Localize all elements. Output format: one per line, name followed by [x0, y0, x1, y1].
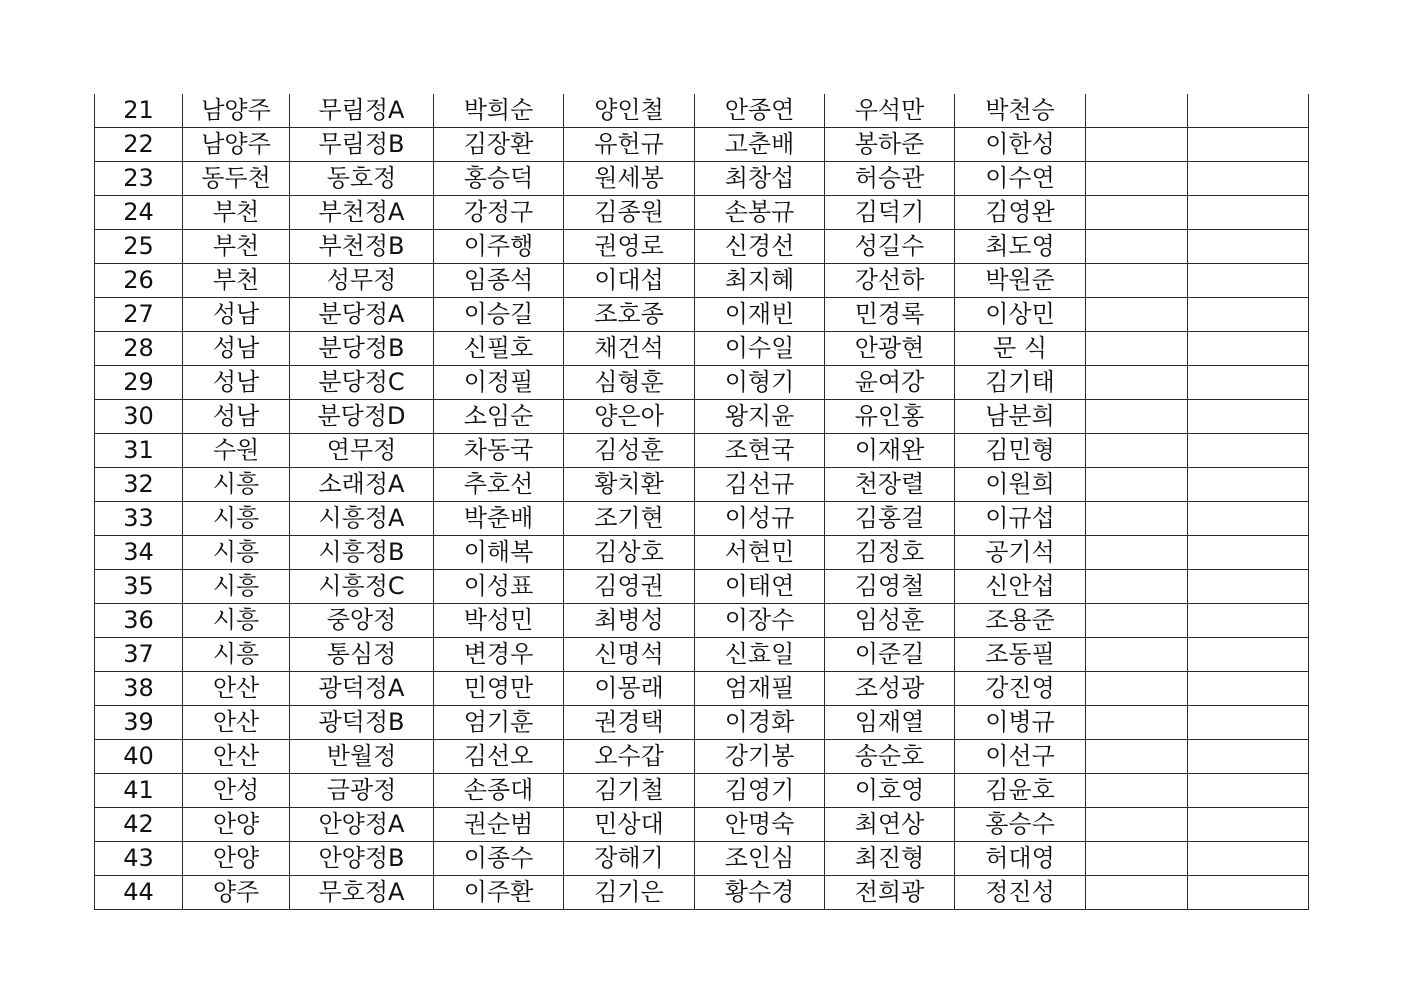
member-cell: 신효일 [695, 638, 825, 672]
region-cell: 양주 [183, 876, 290, 910]
blank-cell [1188, 876, 1309, 910]
member-cell: 강선하 [825, 264, 955, 298]
blank-cell [1086, 740, 1188, 774]
blank-cell [1086, 128, 1188, 162]
member-cell: 유인홍 [825, 400, 955, 434]
row-number-cell: 43 [95, 842, 183, 876]
member-cell: 김선규 [695, 468, 825, 502]
club-cell: 동호정 [290, 162, 434, 196]
member-cell: 조기현 [564, 502, 695, 536]
member-cell: 허대영 [955, 842, 1086, 876]
member-cell: 윤여강 [825, 366, 955, 400]
member-cell: 심형훈 [564, 366, 695, 400]
blank-cell [1086, 570, 1188, 604]
member-cell: 김선오 [434, 740, 564, 774]
member-cell: 이재빈 [695, 298, 825, 332]
club-cell: 무림정B [290, 128, 434, 162]
member-cell: 이해복 [434, 536, 564, 570]
blank-cell [1188, 298, 1309, 332]
blank-cell [1188, 332, 1309, 366]
blank-cell [1188, 196, 1309, 230]
member-cell: 권영로 [564, 230, 695, 264]
member-cell: 이수연 [955, 162, 1086, 196]
blank-cell [1086, 808, 1188, 842]
member-cell: 권순범 [434, 808, 564, 842]
row-number-cell: 24 [95, 196, 183, 230]
club-cell: 소래정A [290, 468, 434, 502]
member-cell: 엄재필 [695, 672, 825, 706]
member-cell: 최창섭 [695, 162, 825, 196]
member-cell: 김영기 [695, 774, 825, 808]
member-cell: 조현국 [695, 434, 825, 468]
member-cell: 홍승덕 [434, 162, 564, 196]
region-cell: 시흥 [183, 468, 290, 502]
member-cell: 김정호 [825, 536, 955, 570]
blank-cell [1086, 298, 1188, 332]
region-cell: 안산 [183, 706, 290, 740]
member-cell: 조호종 [564, 298, 695, 332]
row-number-cell: 29 [95, 366, 183, 400]
member-cell: 이호영 [825, 774, 955, 808]
member-cell: 조용준 [955, 604, 1086, 638]
blank-cell [1086, 536, 1188, 570]
row-number-cell: 22 [95, 128, 183, 162]
member-cell: 최연상 [825, 808, 955, 842]
row-number-cell: 21 [95, 94, 183, 128]
member-cell: 왕지윤 [695, 400, 825, 434]
row-number-cell: 26 [95, 264, 183, 298]
row-number-cell: 42 [95, 808, 183, 842]
row-number-cell: 30 [95, 400, 183, 434]
blank-cell [1086, 502, 1188, 536]
region-cell: 부천 [183, 196, 290, 230]
club-cell: 부천정B [290, 230, 434, 264]
member-cell: 권경택 [564, 706, 695, 740]
table-row [95, 570, 1309, 604]
club-cell: 연무정 [290, 434, 434, 468]
blank-cell [1086, 672, 1188, 706]
member-cell: 이정필 [434, 366, 564, 400]
club-cell: 시흥정A [290, 502, 434, 536]
table-row [95, 230, 1309, 264]
blank-cell [1188, 536, 1309, 570]
member-cell: 김덕기 [825, 196, 955, 230]
member-cell: 손종대 [434, 774, 564, 808]
member-cell: 민상대 [564, 808, 695, 842]
member-cell: 홍승수 [955, 808, 1086, 842]
blank-cell [1086, 230, 1188, 264]
table-row [95, 672, 1309, 706]
club-cell: 분당정D [290, 400, 434, 434]
member-cell: 김기철 [564, 774, 695, 808]
blank-cell [1188, 842, 1309, 876]
member-cell: 이성규 [695, 502, 825, 536]
blank-cell [1188, 162, 1309, 196]
blank-cell [1086, 876, 1188, 910]
member-cell: 이승길 [434, 298, 564, 332]
member-cell: 박원준 [955, 264, 1086, 298]
blank-cell [1086, 366, 1188, 400]
table-row [95, 638, 1309, 672]
roster-body [95, 94, 1309, 910]
member-cell: 이수일 [695, 332, 825, 366]
member-cell: 임종석 [434, 264, 564, 298]
club-cell: 통심정 [290, 638, 434, 672]
member-cell: 강기봉 [695, 740, 825, 774]
member-cell: 이상민 [955, 298, 1086, 332]
member-cell: 신경선 [695, 230, 825, 264]
club-cell: 반월정 [290, 740, 434, 774]
member-cell: 공기석 [955, 536, 1086, 570]
blank-cell [1188, 434, 1309, 468]
blank-cell [1086, 706, 1188, 740]
region-cell: 시흥 [183, 570, 290, 604]
member-cell: 신필호 [434, 332, 564, 366]
table-row [95, 332, 1309, 366]
table-row [95, 468, 1309, 502]
blank-cell [1188, 264, 1309, 298]
club-cell: 무호정A [290, 876, 434, 910]
row-number-cell: 37 [95, 638, 183, 672]
member-cell: 이주행 [434, 230, 564, 264]
member-cell: 이대섭 [564, 264, 695, 298]
member-cell: 이주환 [434, 876, 564, 910]
row-number-cell: 39 [95, 706, 183, 740]
member-cell: 이재완 [825, 434, 955, 468]
member-cell: 황치환 [564, 468, 695, 502]
member-cell: 허승관 [825, 162, 955, 196]
row-number-cell: 27 [95, 298, 183, 332]
member-cell: 김홍걸 [825, 502, 955, 536]
member-cell: 남분희 [955, 400, 1086, 434]
member-cell: 황수경 [695, 876, 825, 910]
roster-table [94, 94, 1309, 910]
member-cell: 엄기훈 [434, 706, 564, 740]
row-number-cell: 31 [95, 434, 183, 468]
table-row [95, 740, 1309, 774]
table-row [95, 94, 1309, 128]
member-cell: 조인심 [695, 842, 825, 876]
region-cell: 시흥 [183, 536, 290, 570]
member-cell: 안종연 [695, 94, 825, 128]
table-row [95, 128, 1309, 162]
member-cell: 문 식 [955, 332, 1086, 366]
member-cell: 김윤호 [955, 774, 1086, 808]
member-cell: 조동필 [955, 638, 1086, 672]
member-cell: 송순호 [825, 740, 955, 774]
table-row [95, 502, 1309, 536]
table-row [95, 400, 1309, 434]
blank-cell [1086, 162, 1188, 196]
blank-cell [1086, 468, 1188, 502]
blank-cell [1188, 774, 1309, 808]
blank-cell [1188, 468, 1309, 502]
member-cell: 정진성 [955, 876, 1086, 910]
member-cell: 김성훈 [564, 434, 695, 468]
member-cell: 민영만 [434, 672, 564, 706]
club-cell: 금광정 [290, 774, 434, 808]
member-cell: 최지혜 [695, 264, 825, 298]
blank-cell [1086, 774, 1188, 808]
member-cell: 최진형 [825, 842, 955, 876]
region-cell: 시흥 [183, 604, 290, 638]
region-cell: 안산 [183, 672, 290, 706]
member-cell: 양은아 [564, 400, 695, 434]
member-cell: 채건석 [564, 332, 695, 366]
member-cell: 차동국 [434, 434, 564, 468]
blank-cell [1188, 706, 1309, 740]
member-cell: 박춘배 [434, 502, 564, 536]
member-cell: 박성민 [434, 604, 564, 638]
blank-cell [1086, 94, 1188, 128]
member-cell: 안광현 [825, 332, 955, 366]
member-cell: 이성표 [434, 570, 564, 604]
member-cell: 원세봉 [564, 162, 695, 196]
blank-cell [1188, 502, 1309, 536]
row-number-cell: 28 [95, 332, 183, 366]
blank-cell [1188, 128, 1309, 162]
member-cell: 최도영 [955, 230, 1086, 264]
member-cell: 이규섭 [955, 502, 1086, 536]
member-cell: 이장수 [695, 604, 825, 638]
member-cell: 이준길 [825, 638, 955, 672]
region-cell: 성남 [183, 298, 290, 332]
row-number-cell: 41 [95, 774, 183, 808]
blank-cell [1188, 672, 1309, 706]
region-cell: 시흥 [183, 638, 290, 672]
blank-cell [1188, 366, 1309, 400]
member-cell: 장해기 [564, 842, 695, 876]
region-cell: 동두천 [183, 162, 290, 196]
row-number-cell: 32 [95, 468, 183, 502]
member-cell: 고춘배 [695, 128, 825, 162]
member-cell: 손봉규 [695, 196, 825, 230]
table-row [95, 604, 1309, 638]
member-cell: 추호선 [434, 468, 564, 502]
member-cell: 이형기 [695, 366, 825, 400]
club-cell: 안양정B [290, 842, 434, 876]
region-cell: 성남 [183, 366, 290, 400]
blank-cell [1086, 264, 1188, 298]
table-row [95, 774, 1309, 808]
region-cell: 남양주 [183, 128, 290, 162]
club-cell: 시흥정C [290, 570, 434, 604]
member-cell: 임성훈 [825, 604, 955, 638]
club-cell: 성무정 [290, 264, 434, 298]
member-cell: 천장렬 [825, 468, 955, 502]
table-row [95, 298, 1309, 332]
region-cell: 부천 [183, 264, 290, 298]
member-cell: 김상호 [564, 536, 695, 570]
member-cell: 강정구 [434, 196, 564, 230]
club-cell: 시흥정B [290, 536, 434, 570]
member-cell: 김영권 [564, 570, 695, 604]
member-cell: 이몽래 [564, 672, 695, 706]
table-row [95, 876, 1309, 910]
row-number-cell: 23 [95, 162, 183, 196]
member-cell: 박천승 [955, 94, 1086, 128]
table-row [95, 536, 1309, 570]
member-cell: 김종원 [564, 196, 695, 230]
region-cell: 안양 [183, 842, 290, 876]
member-cell: 김영철 [825, 570, 955, 604]
row-number-cell: 34 [95, 536, 183, 570]
member-cell: 소임순 [434, 400, 564, 434]
region-cell: 남양주 [183, 94, 290, 128]
member-cell: 김기은 [564, 876, 695, 910]
blank-cell [1188, 604, 1309, 638]
table-row [95, 196, 1309, 230]
table-row [95, 808, 1309, 842]
row-number-cell: 40 [95, 740, 183, 774]
table-row [95, 264, 1309, 298]
blank-cell [1086, 332, 1188, 366]
blank-cell [1188, 230, 1309, 264]
club-cell: 분당정B [290, 332, 434, 366]
blank-cell [1188, 740, 1309, 774]
club-cell: 중앙정 [290, 604, 434, 638]
club-cell: 안양정A [290, 808, 434, 842]
table-row [95, 366, 1309, 400]
member-cell: 이원희 [955, 468, 1086, 502]
member-cell: 안명숙 [695, 808, 825, 842]
member-cell: 이태연 [695, 570, 825, 604]
club-cell: 광덕정B [290, 706, 434, 740]
club-cell: 분당정C [290, 366, 434, 400]
blank-cell [1188, 808, 1309, 842]
member-cell: 이한성 [955, 128, 1086, 162]
member-cell: 유헌규 [564, 128, 695, 162]
table-row [95, 706, 1309, 740]
region-cell: 안성 [183, 774, 290, 808]
member-cell: 우석만 [825, 94, 955, 128]
member-cell: 임재열 [825, 706, 955, 740]
member-cell: 이종수 [434, 842, 564, 876]
region-cell: 성남 [183, 400, 290, 434]
blank-cell [1086, 196, 1188, 230]
blank-cell [1086, 400, 1188, 434]
row-number-cell: 36 [95, 604, 183, 638]
blank-cell [1086, 434, 1188, 468]
member-cell: 성길수 [825, 230, 955, 264]
member-cell: 조성광 [825, 672, 955, 706]
member-cell: 김영완 [955, 196, 1086, 230]
region-cell: 안산 [183, 740, 290, 774]
member-cell: 신명석 [564, 638, 695, 672]
member-cell: 강진영 [955, 672, 1086, 706]
row-number-cell: 33 [95, 502, 183, 536]
region-cell: 성남 [183, 332, 290, 366]
region-cell: 부천 [183, 230, 290, 264]
blank-cell [1188, 570, 1309, 604]
table-row [95, 842, 1309, 876]
club-cell: 광덕정A [290, 672, 434, 706]
member-cell: 김기태 [955, 366, 1086, 400]
club-cell: 부천정A [290, 196, 434, 230]
row-number-cell: 25 [95, 230, 183, 264]
region-cell: 안양 [183, 808, 290, 842]
blank-cell [1086, 638, 1188, 672]
member-cell: 서현민 [695, 536, 825, 570]
member-cell: 민경록 [825, 298, 955, 332]
member-cell: 변경우 [434, 638, 564, 672]
region-cell: 수원 [183, 434, 290, 468]
table-row [95, 434, 1309, 468]
member-cell: 신안섭 [955, 570, 1086, 604]
member-cell: 김장환 [434, 128, 564, 162]
member-cell: 이병규 [955, 706, 1086, 740]
blank-cell [1188, 400, 1309, 434]
member-cell: 양인철 [564, 94, 695, 128]
member-cell: 최병성 [564, 604, 695, 638]
blank-cell [1086, 842, 1188, 876]
member-cell: 봉하준 [825, 128, 955, 162]
member-cell: 전희광 [825, 876, 955, 910]
region-cell: 시흥 [183, 502, 290, 536]
row-number-cell: 38 [95, 672, 183, 706]
member-cell: 박희순 [434, 94, 564, 128]
table-row [95, 162, 1309, 196]
blank-cell [1086, 604, 1188, 638]
club-cell: 분당정A [290, 298, 434, 332]
row-number-cell: 35 [95, 570, 183, 604]
row-number-cell: 44 [95, 876, 183, 910]
member-cell: 이선구 [955, 740, 1086, 774]
member-cell: 오수갑 [564, 740, 695, 774]
club-cell: 무림정A [290, 94, 434, 128]
blank-cell [1188, 94, 1309, 128]
blank-cell [1188, 638, 1309, 672]
member-cell: 김민형 [955, 434, 1086, 468]
member-cell: 이경화 [695, 706, 825, 740]
